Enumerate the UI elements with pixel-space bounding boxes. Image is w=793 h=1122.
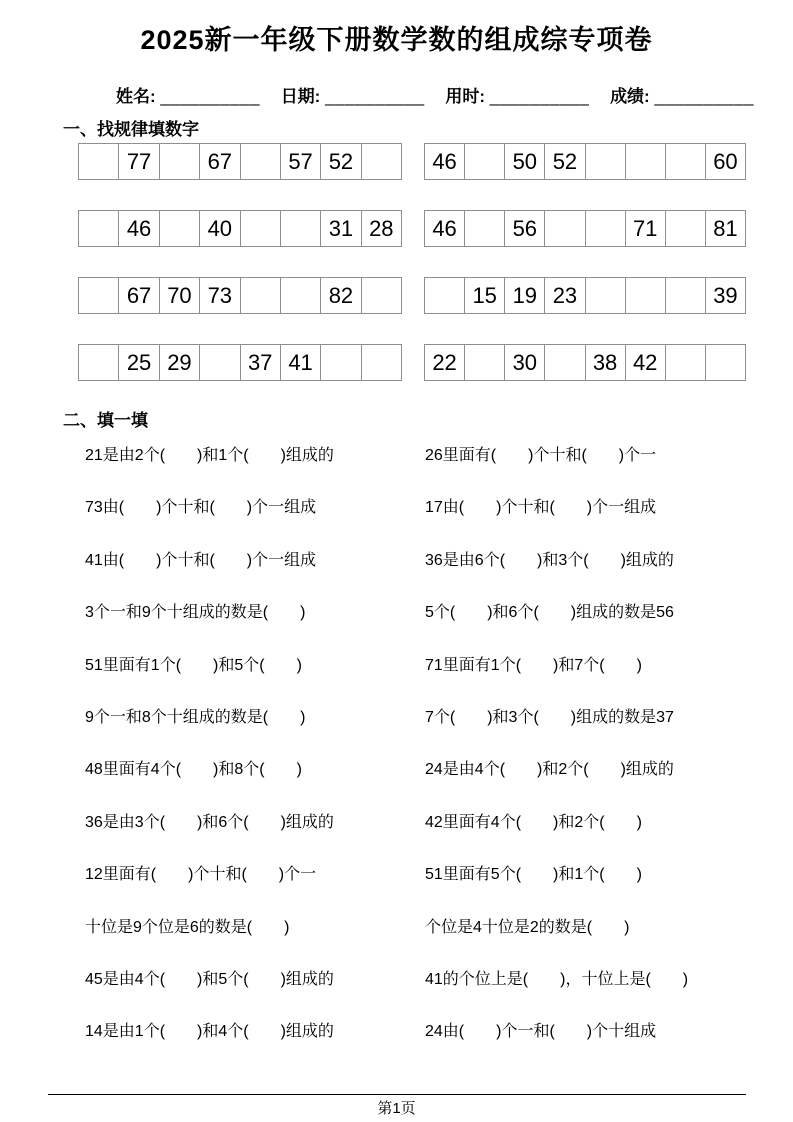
number-sequence-table-right: [424, 277, 746, 314]
question-item: 12里面有( )个十和( )个一: [85, 866, 317, 884]
number-cell: 19: [505, 278, 545, 313]
number-cell: 41: [281, 345, 321, 380]
empty-fill-cell: [666, 278, 706, 313]
page-title: 2025新一年级下册数学数的组成综专项卷: [140, 25, 653, 55]
question-item: 41的个位上是( )，十位上是( ): [425, 970, 689, 988]
empty-fill-cell: [626, 278, 666, 313]
empty-fill-cell: [586, 278, 626, 313]
number-cell: 28: [369, 215, 394, 241]
number-sequence-table-left: [78, 143, 402, 180]
number-cell: 57: [281, 144, 321, 179]
number-sequence-table-right: [424, 344, 746, 381]
empty-fill-cell: [281, 211, 321, 246]
number-cell: 67: [119, 278, 159, 313]
number-cell: 77: [119, 144, 159, 179]
question-item: 十位是9个位是6的数是( ): [85, 918, 290, 936]
empty-fill-cell: [666, 211, 706, 246]
question-item: 17由( )个十和( )个一组成: [425, 499, 657, 517]
info-line: [116, 86, 793, 108]
question-item: 36是由6个( )和3个( )组成的: [425, 551, 674, 569]
empty-fill-cell: [465, 345, 505, 380]
number-cell: 73: [200, 278, 240, 313]
number-cell: 29: [160, 345, 200, 380]
empty-fill-cell: [425, 278, 465, 313]
empty-fill-cell: [79, 278, 119, 313]
number-cell: 39: [713, 282, 738, 308]
empty-fill-cell: [160, 144, 200, 179]
question-item: 14是由1个( )和4个( )组成的: [85, 1023, 334, 1041]
number-sequence-table-right: [424, 143, 746, 180]
grid-row: [78, 210, 793, 247]
question-item: 7个( )和3个( )组成的数是37: [425, 708, 674, 726]
number-cell: 15: [465, 278, 505, 313]
number-cell: 46: [425, 211, 465, 246]
question-item: 42里面有4个( )和2个( ): [425, 813, 642, 831]
empty-fill-cell: [79, 211, 119, 246]
question-item: 个位是4十位是2的数是( ): [425, 918, 630, 936]
number-cell: 46: [425, 144, 465, 179]
number-cell: 30: [505, 345, 545, 380]
time-used-label: 用时:: [445, 87, 486, 106]
section2-heading: 二、填一填: [63, 411, 148, 430]
empty-fill-cell: [666, 345, 706, 380]
empty-fill-cell: [545, 345, 585, 380]
question-item: 21是由2个( )和1个( )组成的: [85, 447, 334, 464]
empty-fill-cell: [362, 278, 401, 313]
empty-fill-cell: [626, 144, 666, 179]
number-cell: 70: [160, 278, 200, 313]
name-label: 姓名:: [116, 87, 156, 106]
number-cell: 71: [626, 211, 666, 246]
grid-row: [78, 277, 793, 314]
date-label: 日期:: [280, 87, 321, 106]
empty-fill-cell: [241, 144, 281, 179]
empty-fill-cell: [465, 144, 505, 179]
time-used-field: [445, 87, 589, 106]
name-field: [116, 87, 260, 106]
question-item: 24由( )个一和( )个十组成: [425, 1023, 657, 1041]
time-used-blank: __________: [489, 87, 590, 106]
empty-fill-cell: [666, 144, 706, 179]
empty-fill-cell: [321, 345, 361, 380]
empty-fill-cell: [586, 211, 626, 246]
number-sequence-table-left: [78, 344, 402, 381]
number-cell: 52: [321, 144, 361, 179]
number-sequence-table-right: [424, 210, 746, 247]
score-blank: __________: [654, 87, 755, 106]
number-cell: 82: [321, 278, 361, 313]
number-cell: 52: [545, 144, 585, 179]
empty-fill-cell: [465, 211, 505, 246]
score-label: 成绩:: [610, 87, 650, 106]
number-cell: 42: [626, 345, 666, 380]
empty-fill-cell: [241, 211, 281, 246]
grid-row: [78, 344, 793, 381]
questions: [85, 447, 793, 1076]
number-cell: 31: [321, 211, 361, 246]
question-item: 45是由4个( )和5个( )组成的: [85, 970, 334, 988]
grid-row: [78, 143, 793, 180]
date-field: [281, 87, 425, 106]
number-cell: 22: [425, 345, 465, 380]
number-cell: 67: [200, 144, 240, 179]
empty-fill-cell: [79, 345, 119, 380]
empty-fill-cell: [586, 144, 626, 179]
page-number: 第1页: [377, 1100, 416, 1117]
date-blank: __________: [325, 87, 425, 106]
question-item: 51里面有1个( )和5个( ): [85, 656, 302, 674]
question-column-left: [85, 447, 425, 1076]
question-item: 36是由3个( )和6个( )组成的: [85, 813, 334, 831]
number-cell: 23: [545, 278, 585, 313]
empty-fill-cell: [160, 211, 200, 246]
question-item: 51里面有5个( )和1个( ): [425, 866, 642, 884]
question-item: 5个( )和6个( )组成的数是56: [425, 604, 674, 622]
empty-fill-cell: [200, 345, 240, 380]
question-column-right: [425, 447, 785, 1076]
number-cell: 46: [119, 211, 159, 246]
question-item: 3个一和9个十组成的数是( ): [85, 604, 306, 622]
number-grids: [0, 143, 793, 381]
number-sequence-table-left: [78, 277, 402, 314]
question-item: 41由( )个十和( )个一组成: [85, 551, 317, 569]
name-blank: __________: [160, 87, 260, 106]
question-item: 24是由4个( )和2个( )组成的: [425, 761, 674, 779]
score-field: [610, 87, 754, 106]
empty-fill-cell: [281, 278, 321, 313]
footer-rule: [48, 1094, 746, 1095]
question-item: 48里面有4个( )和8个( ): [85, 761, 302, 779]
empty-fill-cell: [362, 144, 401, 179]
number-sequence-table-left: [78, 210, 402, 247]
question-item: 71里面有1个( )和7个( ): [425, 656, 642, 674]
page-footer: [0, 1072, 793, 1122]
number-cell: 81: [713, 215, 738, 241]
number-cell: 60: [713, 148, 738, 174]
empty-fill-cell: [362, 345, 401, 380]
question-item: 73由( )个十和( )个一组成: [85, 499, 317, 517]
number-cell: 50: [505, 144, 545, 179]
empty-fill-cell: [545, 211, 585, 246]
number-cell: 40: [200, 211, 240, 246]
empty-fill-cell: [241, 278, 281, 313]
number-cell: 25: [119, 345, 159, 380]
question-item: 26里面有( )个十和( )个一: [425, 447, 657, 464]
number-cell: 37: [241, 345, 281, 380]
empty-fill-cell: [706, 345, 745, 380]
empty-fill-cell: [79, 144, 119, 179]
number-cell: 38: [586, 345, 626, 380]
number-cell: 56: [505, 211, 545, 246]
question-item: 9个一和8个十组成的数是( ): [85, 708, 306, 726]
section1-heading: 一、找规律填数字: [63, 120, 199, 139]
